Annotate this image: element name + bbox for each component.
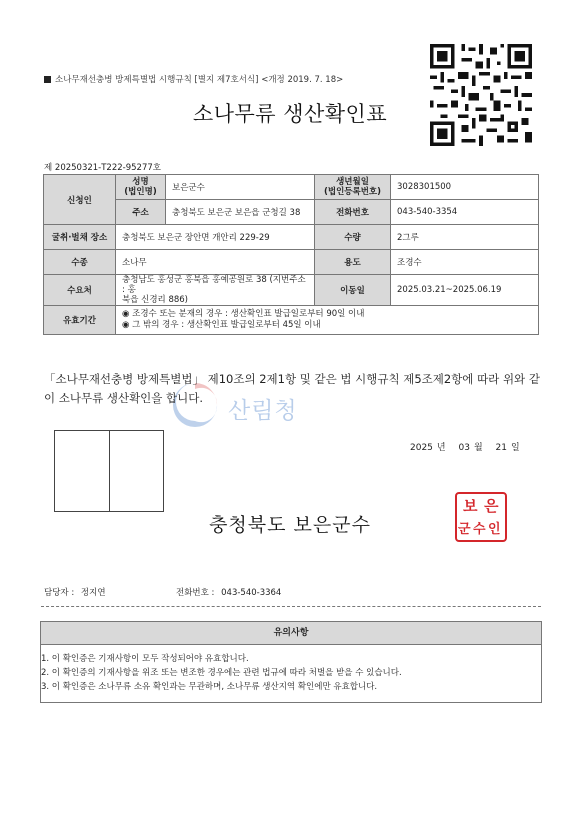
notice-title: 유의사항 [40, 621, 542, 645]
manager-label: 담당자 : [44, 588, 75, 598]
date-year-unit: 년 [436, 443, 446, 453]
manager-phone [176, 586, 281, 598]
phone-label: 전화번호 [315, 200, 391, 225]
quantity-label: 수량 [315, 225, 391, 250]
validity-line-1: ◉ 조경수 또는 분재의 경우 : 생산확인표 발급일로부터 90일 이내 [122, 309, 365, 319]
date-year: 2025 [410, 443, 433, 453]
seal-char-2: 은 [484, 497, 499, 515]
divider-line [41, 606, 541, 607]
document-title: 소나무류 생산확인표 [192, 102, 388, 126]
manager-info [44, 586, 106, 598]
species-label: 수종 [44, 250, 116, 275]
notice-item: 3. 이 확인증은 소나무류 소유 확인과는 무관하며, 소나무류 생산지역 확인에만 유효합니다. [41, 682, 378, 692]
use-label: 용도 [315, 250, 391, 275]
stamp-box [54, 430, 164, 512]
watermark-text: 산림청 [228, 398, 298, 424]
birth-label-line-1: 생년월일 [336, 177, 369, 187]
notice-item: 2. 이 확인증의 기재사항을 위조 또는 변조한 경우에는 관련 법규에 따라 처벌을 받을 수 있습니다. [41, 668, 402, 678]
square-bullet-icon [44, 76, 51, 83]
stamp-box-divider [109, 431, 110, 511]
seal-char-5: 인 [488, 522, 501, 537]
date-month: 03 [458, 443, 470, 453]
phone-value: 043-540-3354 [391, 200, 539, 225]
birth-label-line-2: (법인등록번호) [323, 187, 382, 197]
name-label [116, 175, 166, 200]
seal-char-1: 보 [463, 497, 478, 515]
confirmation-table [43, 174, 539, 335]
quantity-value: 2그루 [391, 225, 539, 250]
date-month-unit: 월 [473, 443, 483, 453]
validity-label: 유효기간 [44, 306, 116, 335]
seal-char-4: 수 [473, 522, 486, 537]
requester-value [116, 275, 315, 306]
site-value: 충청북도 보은군 장안면 개안리 229-29 [116, 225, 315, 250]
seal-char-3: 군 [458, 522, 471, 537]
regulation-note [44, 73, 343, 85]
manager-phone-label: 전화번호 : [176, 588, 215, 598]
site-label: 굴취·벌채 장소 [44, 225, 116, 250]
requester-value-line-1: 충청남도 홍성군 홍북읍 홍예공원로 38 (지번주소 : 홍 [122, 275, 306, 295]
manager-phone-value: 043-540-3364 [221, 588, 282, 598]
certification-text: 「소나무재선충병 방제특별법」 제10조의 2제1항 및 같은 법 시행규칙 제5조제2항에 따라 위와 같이 소나무류 생산확인을 합니다. [44, 372, 540, 405]
species-value: 소나무 [116, 250, 315, 275]
name-label-line-1: 성명 [132, 177, 149, 187]
notice-item: 1. 이 확인증은 기재사항이 모두 작성되어야 유효합니다. [41, 654, 249, 664]
date-day-unit: 일 [510, 443, 520, 453]
qr-code-icon [430, 44, 532, 146]
address-value: 충청북도 보은군 보은읍 군청길 38 [166, 200, 315, 225]
address-label: 주소 [116, 200, 166, 225]
notice-list [40, 644, 542, 703]
official-seal [455, 492, 507, 542]
move-date-label: 이동일 [315, 275, 391, 306]
document-number: 제 20250321-T222-95277호 [44, 163, 161, 173]
name-label-line-2: (법인명) [124, 187, 157, 197]
name-value: 보은군수 [166, 175, 315, 200]
requester-value-line-2: 북읍 신경리 886) [122, 295, 188, 305]
issuing-authority: 충청북도 보은군수 [209, 514, 371, 536]
regulation-note-text: 소나무재선충병 방제특별법 시행규칙 [별지 제7호서식] <개정 2019. 7. 18> [55, 75, 344, 85]
applicant-label: 신청인 [44, 175, 116, 225]
requester-label: 수요처 [44, 275, 116, 306]
validity-value [116, 306, 539, 335]
issue-date [410, 440, 524, 453]
manager-name: 정지연 [80, 588, 106, 598]
validity-line-2: ◉ 그 밖의 경우 : 생산확인표 발급일로부터 45일 이내 [122, 320, 321, 330]
date-day: 21 [495, 443, 507, 453]
birth-label [315, 175, 391, 200]
use-value: 조경수 [391, 250, 539, 275]
birth-value: 3028301500 [391, 175, 539, 200]
move-date-value: 2025.03.21~2025.06.19 [391, 275, 539, 306]
